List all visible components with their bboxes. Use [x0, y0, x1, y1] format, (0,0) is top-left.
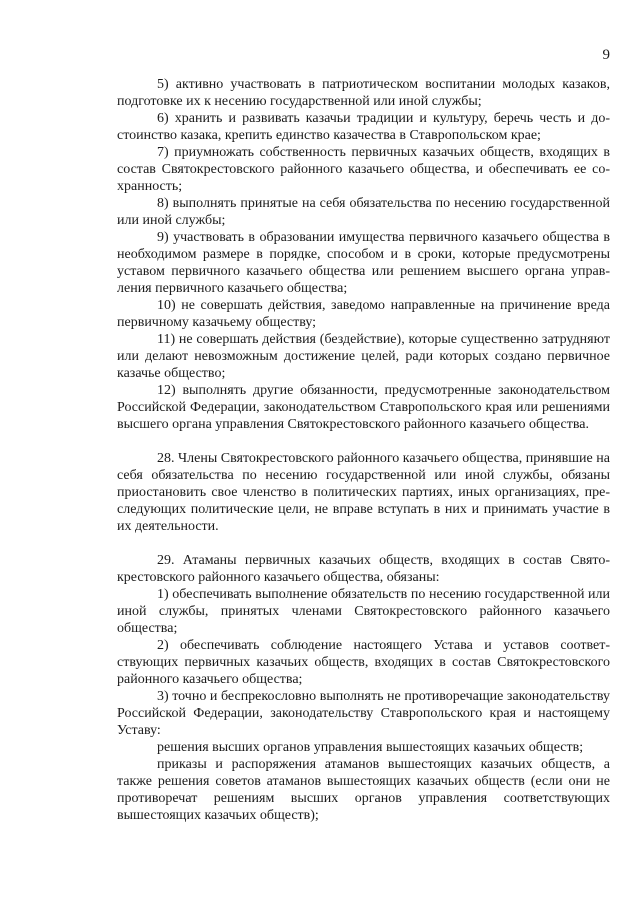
paragraph-item-5: 5) активно участвовать в патриотическом воспитании молодых казаков, подготовке их к несению государственной или иной службы;: [117, 77, 610, 109]
paragraph-item-29-1: 1) обеспечивать выполнение обязательств по несению государственной или иной службы, принятых членами Святокрестовского районного казачьего общества;: [117, 587, 610, 636]
paragraph-item-29-3: 3) точно и беспрекословно выполнять не противоречащие законодательству Российской Федерации, законодательству Ставропольского края и настоящему Уставу:: [117, 689, 610, 738]
paragraph-item-29-2: 2) обеспечивать соблюдение настоящего Устава и уставов соответствующих первичных казачьих обществ, входящих в состав Святокрестовского районного казачьего общества;: [117, 638, 610, 687]
paragraph-section-29: 29. Атаманы первичных казачьих обществ, входящих в состав Святокрестовского районного казачьего общества, обязаны:: [117, 553, 610, 585]
document-body: [117, 76, 610, 824]
paragraph-item-6: 6) хранить и развивать казачьи традиции и культуру, беречь честь и достоинство казака, крепить единство казачества в Ставропольском крае;: [117, 111, 610, 143]
paragraph-section-28: 28. Члены Святокрестовского районного казачьего общества, принявшие на себя обязательства по несению государственной или иной службы, обязаны приостановить свое членство в политических партиях, иных организациях, преследующих политические цели, не вправе вступать в них и принимать участие в их деятельности.: [117, 451, 610, 534]
paragraph-subitem-decisions: решения высших органов управления вышестоящих казачьих обществ;: [157, 740, 584, 755]
paragraph-item-8: 8) выполнять принятые на себя обязательства по несению государственной или иной службы;: [117, 196, 610, 228]
paragraph-item-7: 7) приумножать собственность первичных казачьих обществ, входящих в состав Святокрестовского районного казачьего общества, и обеспечивать ее сохранность;: [117, 145, 610, 194]
paragraph-subitem-orders: приказы и распоряжения атаманов вышестоящих казачьих обществ, а также решения советов атаманов вышестоящих казачьих обществ (если они не противоречат решениям высших органов управления соответствующих вышестоящих казачьих обществ);: [117, 757, 610, 823]
paragraph-item-11: 11) не совершать действия (бездействие), которые существенно затрудняют или делают невозможным достижение целей, ради которых создано первичное казачье общество;: [117, 332, 610, 381]
paragraph-item-12: 12) выполнять другие обязанности, предусмотренные законодательством Российской Федерации, законодательством Ставропольского края или решениями высшего органа управления Святокрестовского районного казачьего общества.: [117, 383, 610, 432]
page-number: 9: [602, 47, 610, 63]
paragraph-item-10: 10) не совершать действия, заведомо направленные на причинение вреда первичному казачьему обществу;: [117, 298, 610, 330]
paragraph-item-9: 9) участвовать в образовании имущества первичного казачьего общества в необходимом размере в порядке, способом и в сроки, которые предусмотрены уставом первичного казачьего общества или решением высшего органа управления первичного казачьего общества;: [117, 230, 610, 296]
